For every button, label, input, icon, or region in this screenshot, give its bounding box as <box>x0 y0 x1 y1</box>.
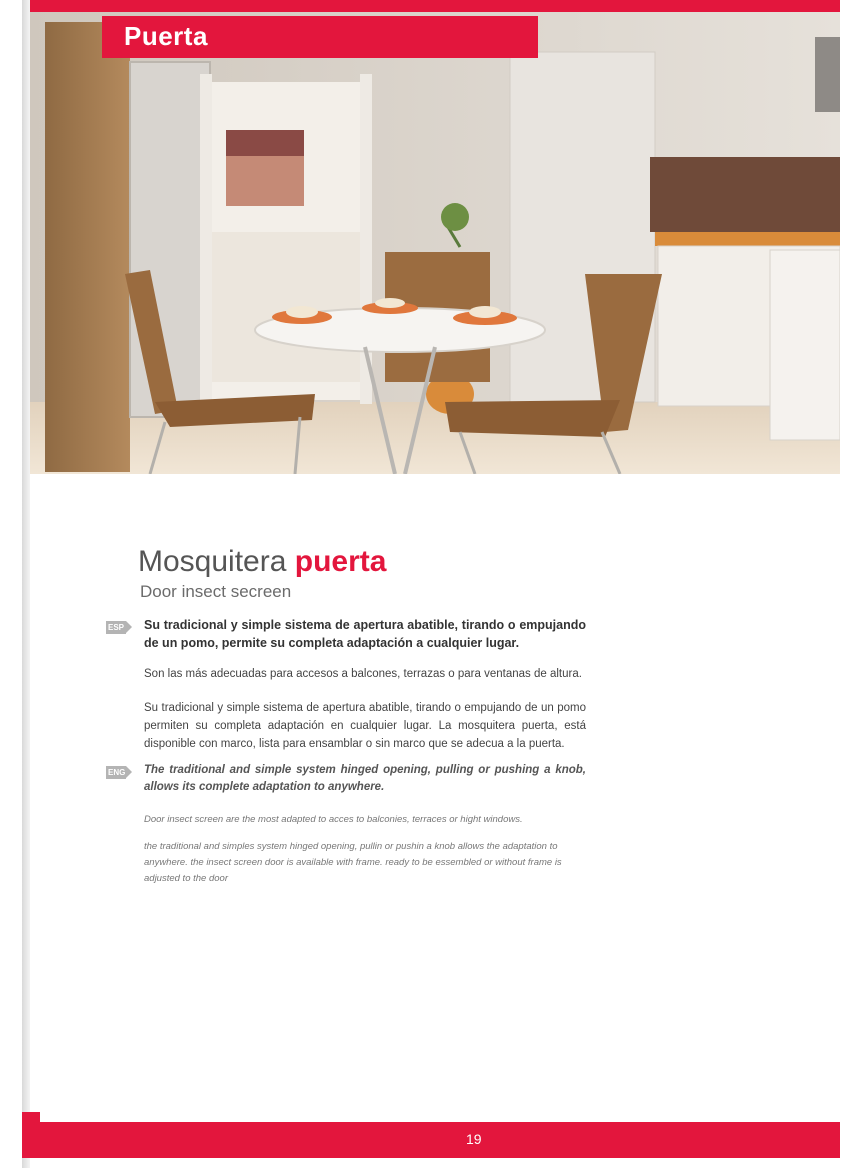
page-number: 19 <box>466 1131 482 1147</box>
spanish-paragraph-2: Su tradicional y simple sistema de apertura abatible, tirando o empujando de un pomo permiten su completa adaptación en cualquier lugar. La mosquitera puerta, está disponible con marco, lista para ensamblar o sin marco que se adecua a la puerta. <box>144 702 586 750</box>
footer-bar <box>40 1122 840 1158</box>
spanish-language-badge: ESP <box>108 623 125 632</box>
english-paragraph-2: the traditional and simples system hinged opening, pullin or pushin a knob allows the adaptation to anywhere. the insect screen door is available with frame. ready to be essembled or without frame is adjusted to the door <box>144 841 562 884</box>
english-lead-text: The traditional and simple system hinged opening, pulling or pushing a knob, allows its complete adaptation to anywhere. <box>144 764 586 793</box>
english-language-badge: ENG <box>108 768 126 777</box>
spanish-lead-text: Su tradicional y simple sistema de apertura abatible, tirando o empujando de un pomo, permite su completa adaptación a cualquier lugar. <box>144 618 586 650</box>
english-paragraph-1: Door insect screen are the most adapted to acces to balconies, terraces or hight windows. <box>144 814 523 825</box>
product-name-accent: puerta <box>294 545 387 578</box>
section-title-tab <box>102 16 538 58</box>
page-binding-edge <box>22 0 30 1168</box>
product-subtitle: Door insect secreen <box>140 582 292 601</box>
section-title: Puerta <box>124 21 208 51</box>
spanish-paragraph-1: Son las más adecuadas para accesos a balcones, terrazas o para ventanas de altura. <box>144 668 582 680</box>
product-heading <box>138 545 386 579</box>
kitchen-photo <box>30 12 840 474</box>
product-name-plain: Mosquitera <box>138 545 287 578</box>
footer-corner <box>22 1112 40 1158</box>
top-red-stripe <box>30 0 840 12</box>
